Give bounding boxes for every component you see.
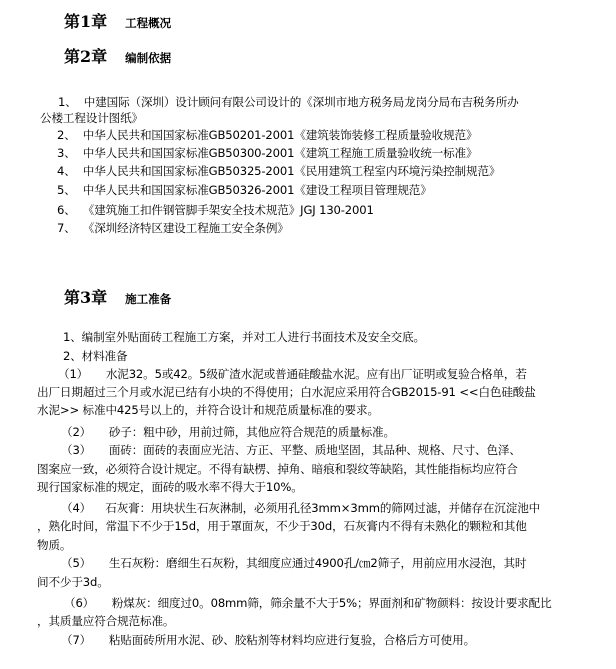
material-index: （5） — [61, 556, 92, 570]
materials-heading: 2、材料准备 — [63, 349, 128, 363]
material-item-3 — [61, 443, 521, 457]
basis-text: 《建筑施工扣件钢管脚手架安全技术规范》JGJ 130-2001 — [82, 203, 374, 217]
material-line: 水泥32。5或42。5级矿渣水泥或普通硅酸盐水泥。应有出厂证明或复验合格单，若 — [105, 367, 527, 381]
chapter-2-heading — [64, 44, 171, 67]
material-line: ，熟化时间，常温下不少于15d，用于罩面灰，不少于30d，石灰膏内不得有未熟化的颗粒和其他 — [37, 519, 527, 533]
basis-item-3 — [57, 146, 477, 160]
material-line: 间不少于3d。 — [37, 575, 109, 589]
material-index: （4） — [61, 501, 92, 515]
basis-index: 1、 — [58, 95, 77, 109]
basis-text: 中华人民共和国国家标准GB50326-2001《建设工程项目管理规范》 — [82, 183, 432, 197]
material-index: （7） — [61, 633, 92, 647]
chapter-2-number: 第2章 — [64, 47, 108, 66]
material-index: （2） — [61, 425, 92, 439]
chapter-1-number: 第1章 — [64, 12, 108, 31]
material-item-2 — [61, 425, 395, 439]
material-line: 粘贴面砖所用水泥、砂、胶粘剂等材料均应进行复验，合格后方可使用。 — [108, 633, 476, 647]
material-item-4 — [61, 501, 540, 515]
material-item-6 — [64, 596, 552, 610]
material-line: ，其质量应符合规范标准。 — [37, 614, 175, 628]
chapter-3-title: 施工准备 — [125, 292, 172, 306]
material-index: （3） — [61, 443, 92, 457]
basis-item-4 — [57, 164, 500, 178]
material-line: 图案应一致，必须符合设计规定。不得有缺楞、掉角、暗痕和裂纹等缺陷，其性能指标均应符合 — [37, 462, 518, 476]
material-index: （6） — [64, 596, 95, 610]
material-item-7 — [61, 633, 475, 647]
basis-index: 6、 — [57, 203, 76, 217]
chapter-1-heading — [64, 9, 171, 32]
chapter-2-title: 编制依据 — [125, 51, 172, 65]
basis-item-6 — [57, 203, 374, 217]
basis-text: 中华人民共和国国家标准GB50325-2001《民用建筑工程室内环境污染控制规范》 — [82, 164, 501, 178]
basis-item-1 — [58, 95, 519, 109]
basis-text: 《深圳经济特区建设工程施工安全条例》 — [82, 221, 289, 235]
basis-text: 中华人民共和国国家标准GB50300-2001《建筑工程施工质量验收统一标准》 — [82, 146, 478, 160]
basis-index: 7、 — [57, 221, 76, 235]
basis-index: 3、 — [57, 146, 76, 160]
chapter-3-heading — [64, 285, 171, 308]
material-line: 物质。 — [37, 538, 72, 552]
material-line: 现行国家标准的规定，面砖的吸水率不得大于10%。 — [37, 480, 303, 494]
chapter-1-title: 工程概况 — [125, 16, 172, 30]
basis-text: 中华人民共和国国家标准GB50201-2001《建筑装饰装修工程质量验收规范》 — [82, 128, 478, 142]
material-line: 生石灰粉：磨细生石灰粉，其细度应通过4900孔/㎝2筛子，用前应用水浸泡，其时 — [108, 556, 527, 570]
prep-intro: 1、编制室外贴面砖工程施工方案，并对工人进行书面技术及安全交底。 — [63, 330, 425, 344]
basis-index: 4、 — [57, 164, 76, 178]
material-line: 水泥>> 标准中425号以上的，并符合设计和规范质量标准的要求。 — [37, 403, 379, 417]
basis-item-2 — [57, 128, 477, 142]
basis-item-7 — [57, 221, 289, 235]
basis-item-1-cont: 公楼工程设计图纸》 — [40, 111, 143, 125]
material-item-5 — [61, 556, 526, 570]
material-item-1 — [58, 367, 527, 381]
material-line: 石灰膏：用块状生石灰淋制，必须用孔径3mm×3mm的筛网过滤，并储存在沉淀池中 — [105, 501, 541, 515]
basis-text: 中建国际（深圳）设计顾问有限公司设计的《深圳市地方税务局龙岗分局布吉税务所办 — [83, 95, 519, 109]
basis-item-5 — [57, 183, 432, 197]
material-index: （1） — [58, 367, 89, 381]
material-line: 砂子：粗中砂，用前过筛，其他应符合规范的质量标准。 — [108, 425, 395, 439]
basis-index: 5、 — [57, 183, 76, 197]
material-line: 面砖：面砖的表面应光洁、方正、平整、质地坚固，其品种、规格、尺寸、色泽、 — [108, 443, 521, 457]
material-line: 粉煤灰：细度过0。08mm筛，筛余量不大于5%；界面剂和矿物颜料：按设计要求配比 — [111, 596, 552, 610]
basis-index: 2、 — [57, 128, 76, 142]
material-line: 出厂日期超过三个月或水泥已结有小块的不得使用；白水泥应采用符合GB2015-91 <<白色硅酸盐 — [37, 385, 536, 399]
chapter-3-number: 第3章 — [64, 288, 108, 307]
